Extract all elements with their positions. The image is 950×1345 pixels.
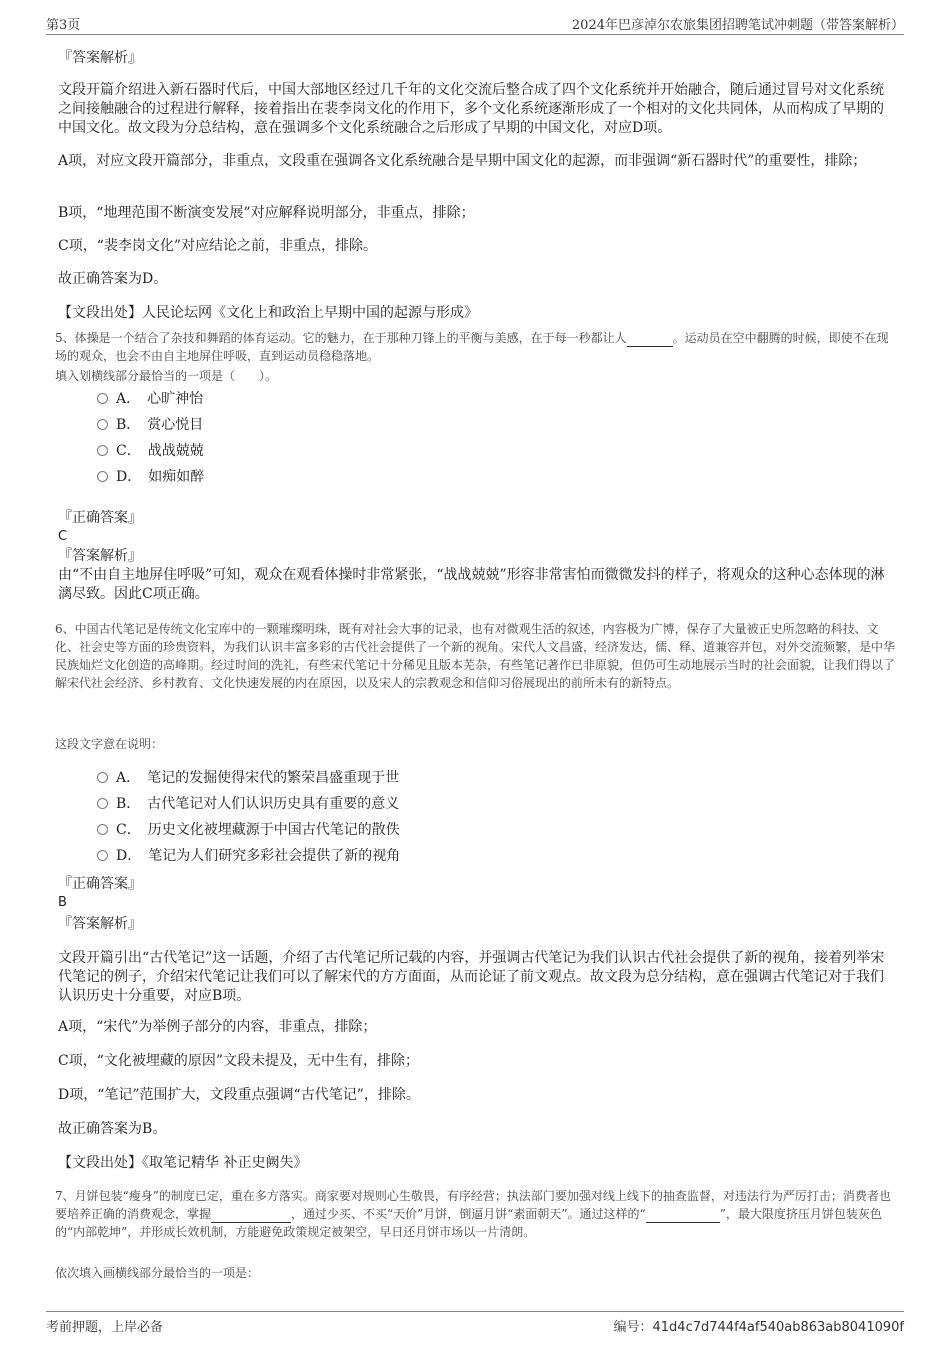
- document-title: 2024年巴彦淖尔农旅集团招聘笔试冲刺题（带答案解析）: [571, 18, 904, 33]
- q4-conclusion: 故正确答案为D。: [58, 271, 168, 287]
- q4-analysis: 文段开篇介绍进入新石器时代后，中国大部地区经过几千年的文化交流后整合成了四个文化系统并开始融合，随后通过冒号对文化系统之间接触融合的过程进行解释，接着指出在裴李岗文化的作用下，多个文化系统逐渐形成了一个相对的文化共同体，从而构成了早期的中国文化。故文段为分总结构，意在强调多个文化系统融合之后形成了早期的中国文化，对应D项。: [58, 82, 884, 136]
- document-code: 编号：41d4c7d744f4af540ab863ab8041090f: [613, 1320, 904, 1335]
- q5-option-d[interactable]: D． 如痴如醉: [97, 468, 204, 486]
- q6-option-a-note: A项，“宋代”为举例子部分的内容，非重点，排除；: [58, 1019, 377, 1035]
- q4-option-b-note: B项，“地理范围不断演变发展”对应解释说明部分，非重点，排除；: [58, 205, 475, 221]
- q4-analysis-label: 『答案解析』: [58, 50, 142, 66]
- q6-analysis-label: 『答案解析』: [58, 916, 142, 932]
- q6-conclusion: 故正确答案为B。: [58, 1121, 167, 1137]
- page-number: 第3页: [46, 18, 81, 33]
- q6-option-c-note: C项，“文化被埋藏的原因”文段未提及，无中生有，排除；: [58, 1053, 420, 1069]
- q5-option-a[interactable]: A． 心旷神怡: [97, 390, 203, 408]
- q5-analysis-label: 『答案解析』: [58, 548, 142, 564]
- q6-stem: 6、中国古代笔记是传统文化宝库中的一颗璀璨明珠，既有对社会大事的记录，也有对微观生活的叙述，内容极为广博，保存了大量被正史所忽略的科技、文化、社会史等方面的珍贵资料，为我们认识丰富多彩的古代社会提供了一个新的视角。宋代人文昌盛，经济发达，儒、释、道兼容并包，对外交流频繁，是中华民族灿烂文化创造的高峰期。经过时间的洗礼，有些宋代笔记十分稀见且版本芜杂，有些笔记著作已非原貌，但仍可生动地展示当时的社会面貌，让我们得以了解宋代社会经济、乡村教育、文化快速发展的内在原因，以及宋人的宗教观念和信仰习俗展现出的前所未有的新特点。: [55, 622, 896, 690]
- q5-answer: C: [58, 529, 68, 544]
- q5-option-c[interactable]: C． 战战兢兢: [97, 442, 204, 460]
- q6-prompt: 这段文字意在说明：: [55, 737, 164, 751]
- q6-option-c[interactable]: C． 历史文化被埋藏源于中国古代笔记的散佚: [97, 821, 400, 839]
- radio-icon: [97, 772, 108, 783]
- footer-slogan: 考前押题，上岸必备: [46, 1320, 164, 1335]
- radio-icon: [97, 393, 108, 404]
- q7-stem: 7、月饼包装“瘦身”的制度已定，重在多方落实。商家要对规则心生敬畏，有序经营；执法部门要加强对线上线下的抽查监督，对违法行为严厉打击；消费者也要培养正确的消费观念，掌握 ，通过少买、不买“天价”月饼，倒逼月饼“素面朝天”。通过这样的“ ”，最大限度挤压月饼包装灰色的“内部乾坤”，并形成长效机制，方能避免政策规定被架空，早日还月饼市场以一片清朗。: [55, 1189, 891, 1239]
- q5-analysis: 由“不由自主地屏住呼吸”可知，观众在观看体操时非常紧张，“战战兢兢”形容非常害怕而微微发抖的样子，将观众的这种心态体现的淋漓尽致。因此C项正确。: [58, 567, 885, 602]
- q6-answer-label: 『正确答案』: [58, 876, 142, 892]
- q6-option-d[interactable]: D． 笔记为人们研究多彩社会提供了新的视角: [97, 847, 400, 865]
- q4-option-c-note: C项，“裴李岗文化”对应结论之前，非重点，排除。: [58, 238, 378, 254]
- q5-option-b[interactable]: B． 赏心悦目: [97, 416, 203, 434]
- radio-icon: [97, 798, 108, 809]
- q6-option-d-note: D项，“笔记”范围扩大，文段重点强调“古代笔记”，排除。: [58, 1087, 420, 1103]
- q7-blank-2: [646, 1222, 720, 1223]
- radio-icon: [97, 419, 108, 430]
- page-footer: [46, 1311, 904, 1335]
- q6-source: 【文段出处】《取笔记精华 补正史阙失》: [58, 1155, 308, 1171]
- q6-option-a[interactable]: A． 笔记的发掘使得宋代的繁荣昌盛重现于世: [97, 769, 399, 787]
- q6-option-b[interactable]: B． 古代笔记对人们认识历史具有重要的意义: [97, 795, 399, 813]
- radio-icon: [97, 850, 108, 861]
- q5-stem: 5、体操是一个结合了杂技和舞蹈的体育运动。它的魅力，在于那种刀锋上的平衡与美感，在于每一秒都让人 。运动员在空中翻腾的时候，即使不在现场的观众，也会不由自主地屏住呼吸，直到运动员稳稳落地。: [55, 331, 889, 363]
- radio-icon: [97, 824, 108, 835]
- q5-blank: [627, 346, 673, 347]
- q5-answer-label: 『正确答案』: [58, 510, 142, 526]
- q6-answer: B: [58, 895, 67, 910]
- q7-prompt: 依次填入画横线部分最恰当的一项是：: [55, 1266, 260, 1280]
- q6-analysis: 文段开篇引出“古代笔记”这一话题，介绍了古代笔记所记载的内容，并强调古代笔记为我们认识古代社会提供了新的视角，接着列举宋代笔记的例子，介绍宋代笔记让我们可以了解宋代的方方面面，从而论证了前文观点。故文段为总分结构，意在强调古代笔记对于我们认识历史十分重要，对应B项。: [58, 950, 885, 1004]
- q4-option-a-note: A项，对应文段开篇部分，非重点，文段重在强调各文化系统融合是早期中国文化的起源，而非强调“新石器时代”的重要性，排除；: [58, 153, 867, 169]
- radio-icon: [97, 445, 108, 456]
- q7-blank-1: [211, 1222, 291, 1223]
- q5-prompt: 填入划横线部分最恰当的一项是（ ）。: [55, 369, 278, 383]
- page-header: [46, 14, 904, 35]
- radio-icon: [97, 471, 108, 482]
- q4-source: 【文段出处】人民论坛网《文化上和政治上早期中国的起源与形成》: [58, 305, 478, 321]
